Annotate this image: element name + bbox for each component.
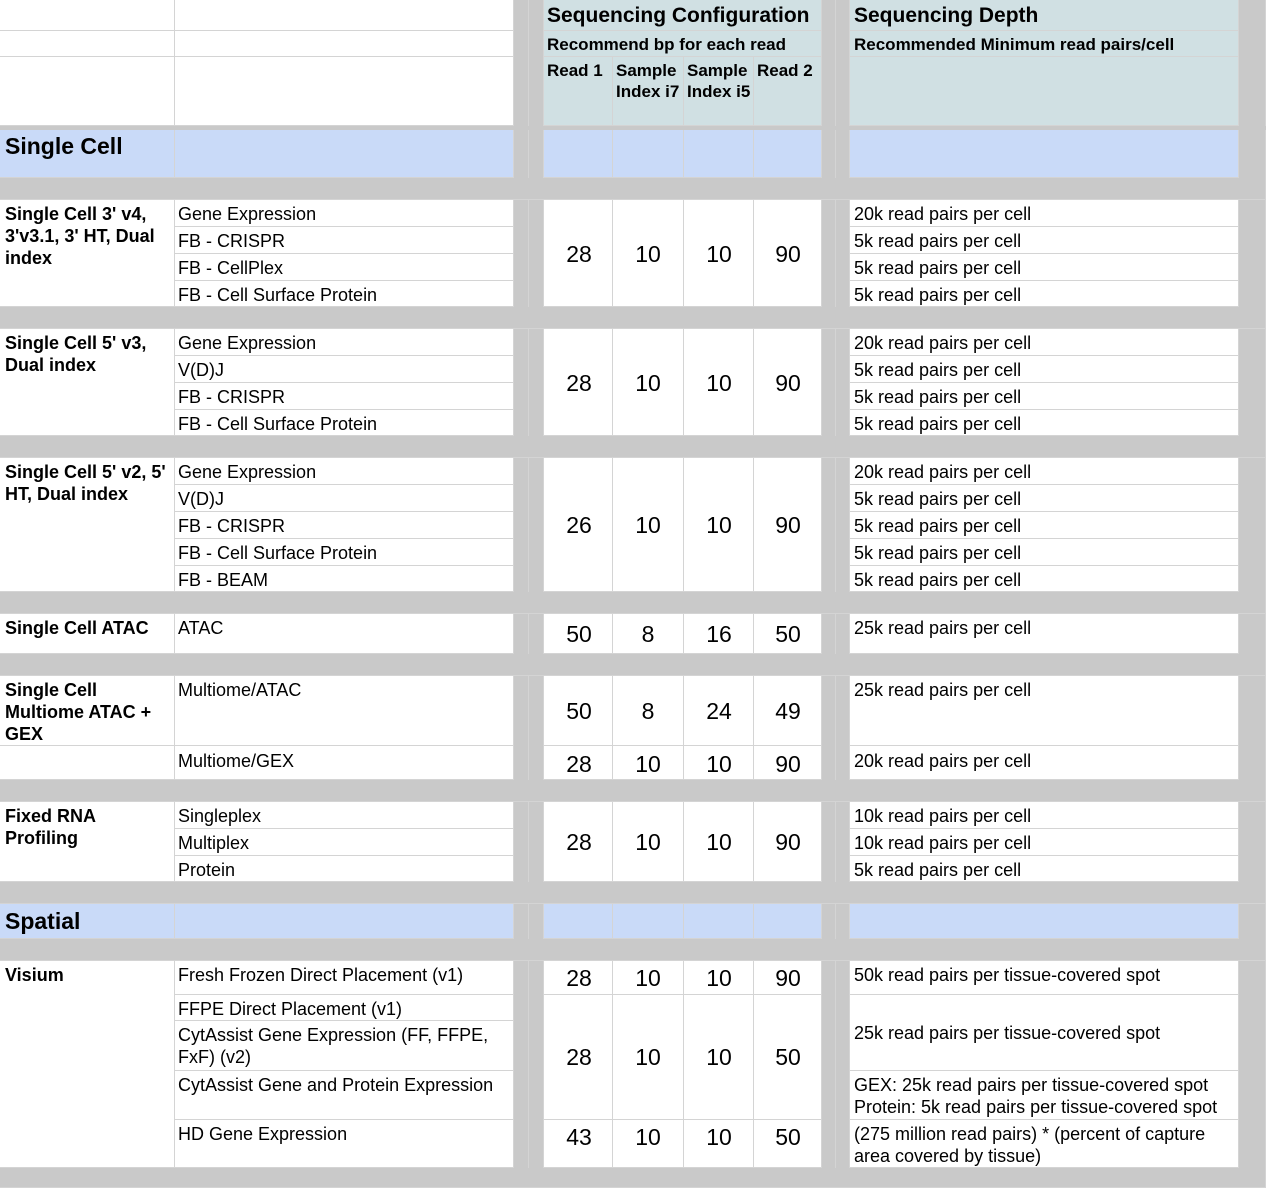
grid-cell bbox=[0, 0, 175, 31]
gray-band bbox=[0, 939, 1266, 961]
read2-value: 50 bbox=[775, 1124, 801, 1150]
library-name: Multiplex bbox=[178, 833, 250, 853]
i7-value: 10 bbox=[635, 370, 661, 396]
i7-value: 10 bbox=[635, 751, 661, 777]
section-band bbox=[754, 904, 822, 939]
library-name: FB - CRISPR bbox=[178, 387, 286, 407]
grid-cell bbox=[175, 57, 514, 126]
library-name: FB - CRISPR bbox=[178, 231, 286, 251]
i7-value: 10 bbox=[635, 829, 661, 855]
grid-cell bbox=[175, 0, 514, 31]
read1-value: 50 bbox=[566, 698, 592, 724]
read1-value: 26 bbox=[566, 512, 592, 538]
gray-band bbox=[0, 178, 1266, 200]
depth-value: 5k read pairs per cell bbox=[854, 387, 1022, 407]
section-title-spatial: Spatial bbox=[5, 908, 81, 934]
section-band bbox=[754, 130, 822, 178]
read2-value: 49 bbox=[775, 698, 801, 724]
library-name: HD Gene Expression bbox=[178, 1124, 348, 1144]
depth-value: 5k read pairs per cell bbox=[854, 285, 1022, 305]
library-name: Singleplex bbox=[178, 806, 262, 826]
gray-band bbox=[0, 1168, 1266, 1188]
read1-value: 28 bbox=[566, 1044, 592, 1070]
depth-value: 10k read pairs per cell bbox=[854, 806, 1032, 826]
depth-value: 50k read pairs per tissue-covered spot bbox=[854, 965, 1161, 985]
read1-value: 28 bbox=[566, 241, 592, 267]
depth-value: 20k read pairs per cell bbox=[854, 204, 1032, 224]
depth-value: 10k read pairs per cell bbox=[854, 833, 1032, 853]
read2-value: 90 bbox=[775, 512, 801, 538]
seq-depth-subtitle: Recommended Minimum read pairs/cell bbox=[854, 35, 1175, 54]
depth-value: 5k read pairs per cell bbox=[854, 258, 1022, 278]
i7-value: 10 bbox=[635, 241, 661, 267]
i5-value: 10 bbox=[706, 965, 732, 991]
grid-cell bbox=[850, 57, 1239, 126]
depth-value: 5k read pairs per cell bbox=[854, 414, 1022, 434]
section-band bbox=[684, 130, 754, 178]
library-name: FB - BEAM bbox=[178, 570, 269, 590]
depth-value: 20k read pairs per cell bbox=[854, 751, 1032, 771]
library-name: Multiome/ATAC bbox=[178, 680, 302, 700]
library-name: FB - Cell Surface Protein bbox=[178, 543, 378, 563]
library-name: Fresh Frozen Direct Placement (v1) bbox=[178, 965, 464, 985]
group-name: Visium bbox=[5, 965, 64, 985]
i5-value: 10 bbox=[706, 512, 732, 538]
read2-value: 90 bbox=[775, 370, 801, 396]
seq-config-title: Sequencing Configuration bbox=[547, 4, 810, 27]
depth-value: 25k read pairs per cell bbox=[854, 680, 1032, 700]
col-header-read1: Read 1 bbox=[547, 61, 603, 80]
library-name: CytAssist Gene and Protein Expression bbox=[178, 1075, 494, 1095]
gray-band bbox=[0, 592, 1266, 614]
section-band bbox=[850, 130, 1239, 178]
read1-value: 28 bbox=[566, 965, 592, 991]
section-band bbox=[175, 130, 514, 178]
gray-band bbox=[0, 436, 1266, 458]
i5-value: 10 bbox=[706, 370, 732, 396]
group-name: Single Cell Multiome ATAC + GEX bbox=[5, 680, 152, 744]
depth-value: 5k read pairs per cell bbox=[854, 860, 1022, 880]
col-header-i5: Sample Index i5 bbox=[687, 61, 751, 101]
grid-cell bbox=[0, 746, 175, 780]
i5-value: 10 bbox=[706, 1044, 732, 1070]
library-name: Gene Expression bbox=[178, 462, 317, 482]
depth-value: (275 million read pairs) * (percent of capture area covered by tissue) bbox=[854, 1124, 1206, 1166]
grid-cell bbox=[175, 614, 514, 654]
library-name: FB - CRISPR bbox=[178, 516, 286, 536]
group-name: Single Cell ATAC bbox=[5, 618, 149, 638]
depth-value: 5k read pairs per cell bbox=[854, 231, 1022, 251]
grid-cell bbox=[0, 31, 175, 57]
library-name: Protein bbox=[178, 860, 236, 880]
library-name: FB - Cell Surface Protein bbox=[178, 285, 378, 305]
i5-value: 10 bbox=[706, 829, 732, 855]
section-band bbox=[544, 904, 613, 939]
group-name: Single Cell 5' v2, 5' HT, Dual index bbox=[5, 462, 166, 504]
grid-cell bbox=[0, 57, 175, 126]
section-band bbox=[175, 904, 514, 939]
read2-value: 50 bbox=[775, 621, 801, 647]
grid-cell bbox=[175, 356, 514, 383]
i5-value: 16 bbox=[706, 621, 732, 647]
library-name: Multiome/GEX bbox=[178, 751, 295, 771]
section-band bbox=[613, 130, 684, 178]
group-name: Single Cell 5' v3, Dual index bbox=[5, 333, 147, 375]
depth-value: 20k read pairs per cell bbox=[854, 333, 1032, 353]
i5-value: 10 bbox=[706, 1124, 732, 1150]
library-name: ATAC bbox=[178, 618, 224, 638]
section-band bbox=[544, 130, 613, 178]
read2-value: 90 bbox=[775, 241, 801, 267]
i7-value: 10 bbox=[635, 1044, 661, 1070]
depth-value: GEX: 25k read pairs per tissue-covered spot bbox=[854, 1075, 1209, 1095]
library-name: V(D)J bbox=[178, 360, 224, 380]
i7-value: 10 bbox=[635, 512, 661, 538]
seq-config-subtitle: Recommend bp for each read bbox=[547, 35, 787, 54]
read2-value: 50 bbox=[775, 1044, 801, 1070]
read2-value: 90 bbox=[775, 751, 801, 777]
library-name: V(D)J bbox=[178, 489, 224, 509]
grid-cell bbox=[0, 961, 175, 1168]
i7-value: 10 bbox=[635, 965, 661, 991]
depth-value: 5k read pairs per cell bbox=[854, 360, 1022, 380]
section-title-single-cell: Single Cell bbox=[5, 133, 123, 159]
section-band bbox=[613, 904, 684, 939]
read2-value: 90 bbox=[775, 965, 801, 991]
i5-value: 24 bbox=[706, 698, 732, 724]
read1-value: 28 bbox=[566, 829, 592, 855]
depth-value: 5k read pairs per cell bbox=[854, 543, 1022, 563]
library-name: FB - Cell Surface Protein bbox=[178, 414, 378, 434]
grid-cell bbox=[175, 485, 514, 512]
section-band bbox=[684, 904, 754, 939]
read2-value: 90 bbox=[775, 829, 801, 855]
gray-band bbox=[0, 307, 1266, 329]
depth-value: 20k read pairs per cell bbox=[854, 462, 1032, 482]
library-name: Gene Expression bbox=[178, 333, 317, 353]
col-header-read2: Read 2 bbox=[757, 61, 813, 80]
group-name: Single Cell 3' v4, 3'v3.1, 3' HT, Dual index bbox=[5, 204, 155, 268]
read1-value: 43 bbox=[566, 1124, 592, 1150]
i7-value: 10 bbox=[635, 1124, 661, 1150]
group-name: Fixed RNA Profiling bbox=[5, 806, 96, 848]
read1-value: 28 bbox=[566, 370, 592, 396]
i7-value: 8 bbox=[641, 698, 655, 724]
library-name: FB - CellPlex bbox=[178, 258, 284, 278]
seq-depth-title: Sequencing Depth bbox=[854, 4, 1039, 27]
depth-value: 5k read pairs per cell bbox=[854, 516, 1022, 536]
read1-value: 50 bbox=[566, 621, 592, 647]
library-name: FFPE Direct Placement (v1) bbox=[178, 999, 403, 1019]
library-name: Gene Expression bbox=[178, 204, 317, 224]
i5-value: 10 bbox=[706, 751, 732, 777]
grid-cell bbox=[175, 31, 514, 57]
gray-band bbox=[0, 654, 1266, 676]
depth-value: Protein: 5k read pairs per tissue-covered spot bbox=[854, 1097, 1218, 1117]
gray-band bbox=[0, 780, 1266, 802]
depth-value: 25k read pairs per cell bbox=[854, 618, 1032, 638]
section-band bbox=[850, 904, 1239, 939]
depth-value: 25k read pairs per tissue-covered spot bbox=[854, 1023, 1161, 1043]
depth-value: 5k read pairs per cell bbox=[854, 489, 1022, 509]
i7-value: 8 bbox=[641, 621, 655, 647]
gray-band bbox=[0, 882, 1266, 904]
i5-value: 10 bbox=[706, 241, 732, 267]
read1-value: 28 bbox=[566, 751, 592, 777]
col-header-i7: Sample Index i7 bbox=[616, 61, 680, 101]
library-name: CytAssist Gene Expression (FF, FFPE, FxF) (v2) bbox=[178, 1025, 489, 1067]
depth-value: 5k read pairs per cell bbox=[854, 570, 1022, 590]
